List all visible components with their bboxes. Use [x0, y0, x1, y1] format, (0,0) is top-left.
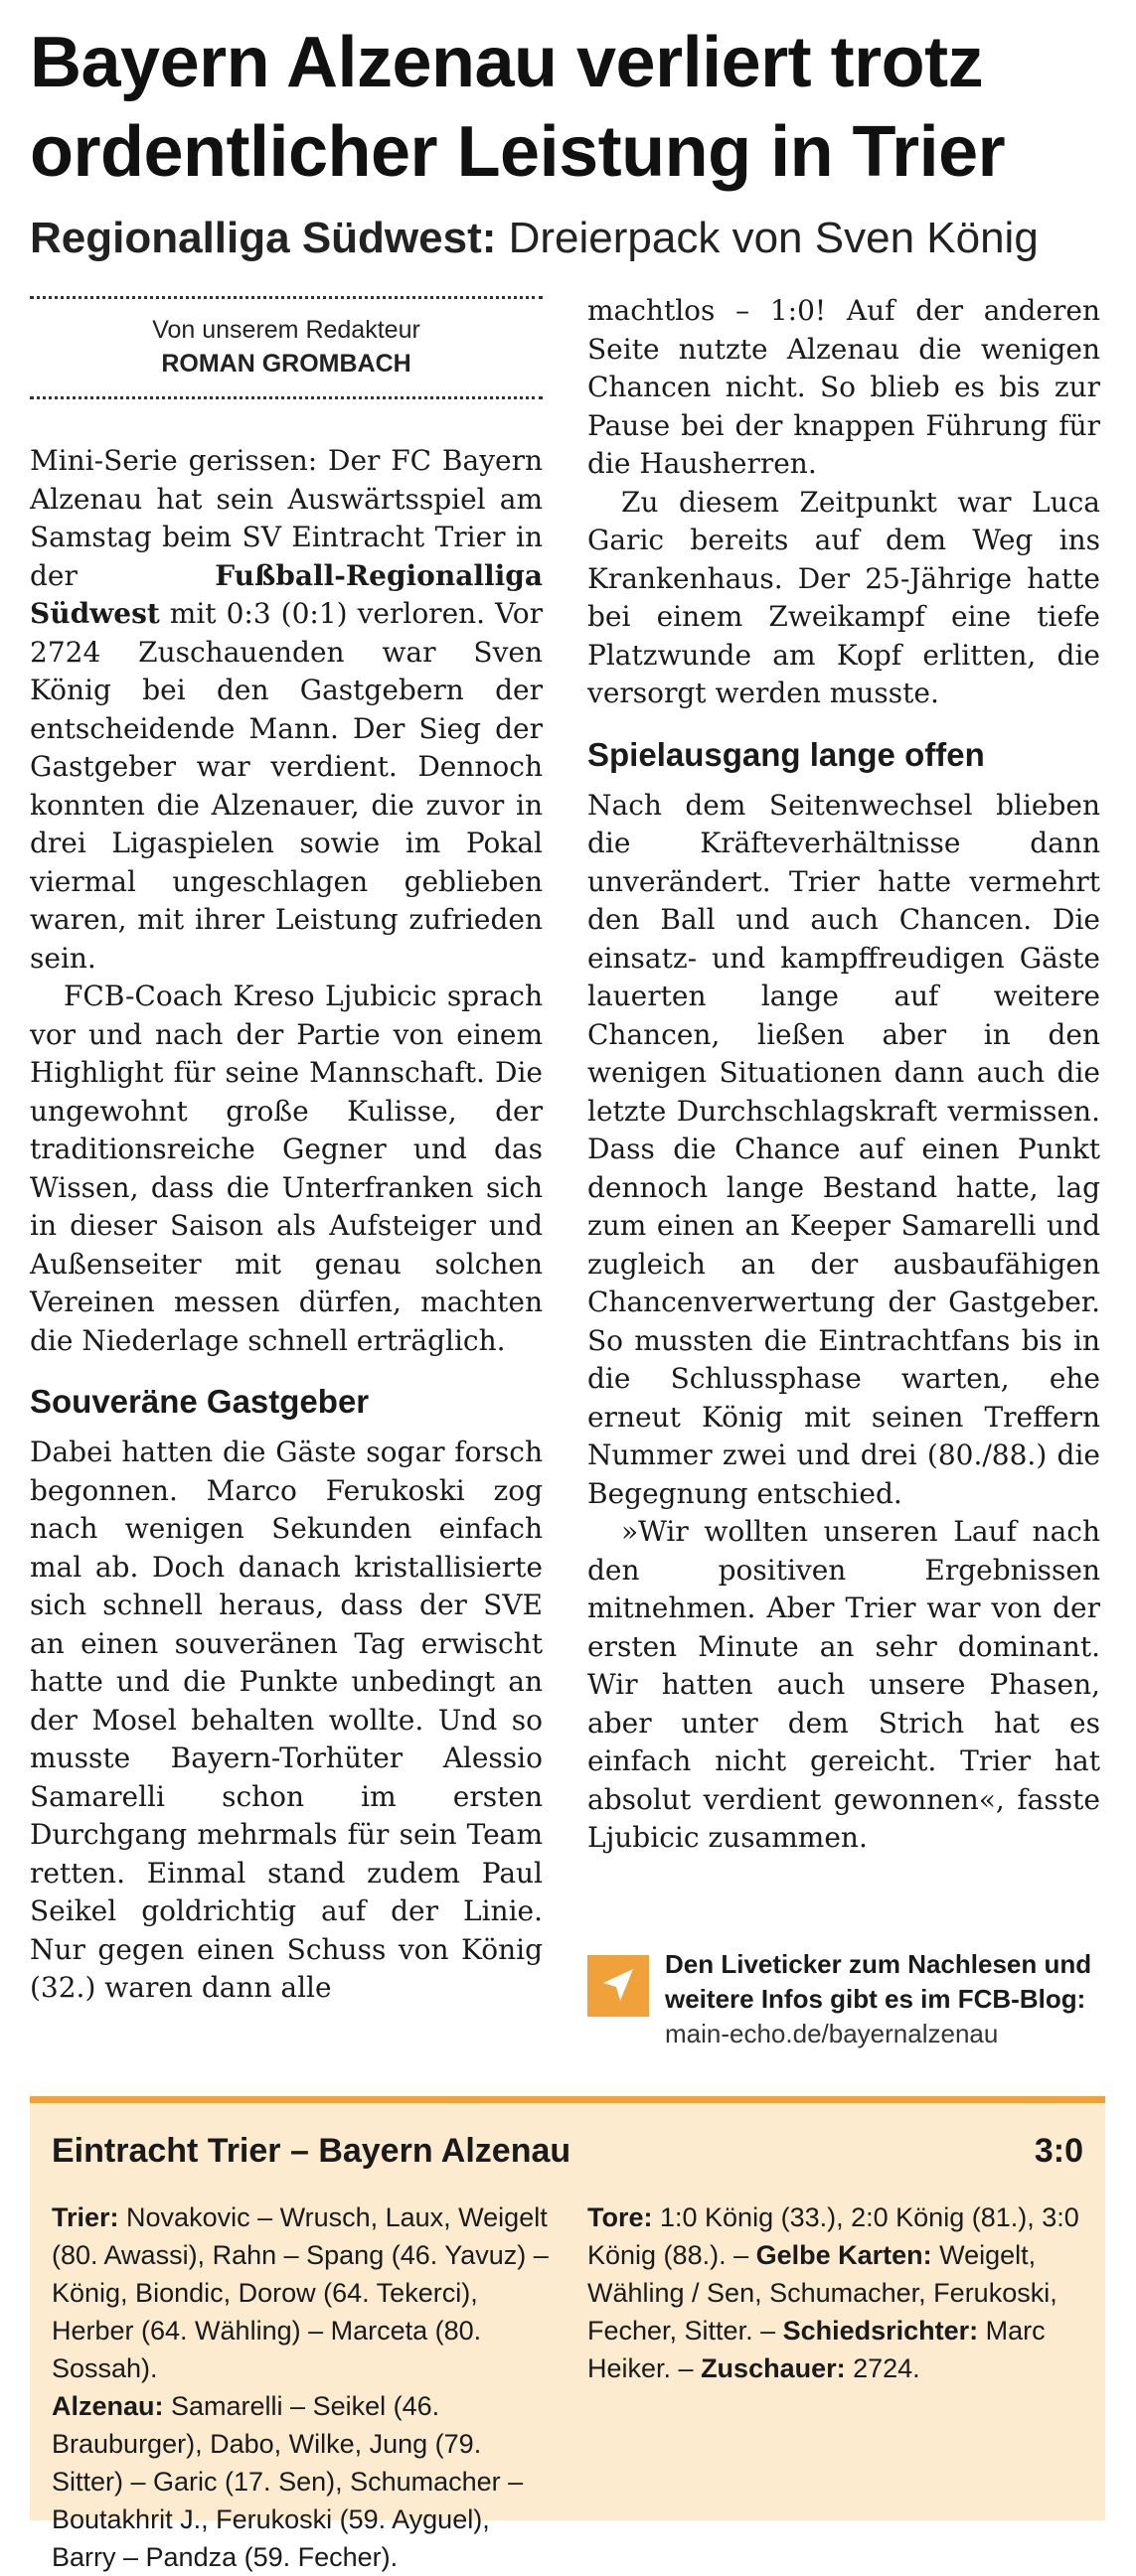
headline: Bayern Alzenau verliert trotz ordentlicher Leistung in Trier [30, 23, 1006, 192]
match-title: Eintracht Trier – Bayern Alzenau [52, 2132, 571, 2170]
paragraph: Nach dem Seitenwechsel blieben die Kräfteverhältnisse dann unverändert. Trier hatte vermehrt den Ball und auch Chancen. Die einsatz- und kampffreudigen Gäste lauerten lange auf weitere Chancen, ließen aber in den wenigen Situationen dann auch die letzte Durchschlagskraft vermissen. Dass die Chance auf einen Punkt dennoch lange Bestand hatte, lag zum einen an Keeper Samarelli und zugleich an der ausbaufähigen Chancenverwertung der Gastgeber. So mussten die Eintrachtfans bis in die Schlussphase warten, ehe erneut König mit seinen Treffern Nummer zwei und drei (80./88.) die Begegnung entschied. [587, 788, 1100, 1510]
match-info-box [30, 2096, 1105, 2572]
article-column-2 [587, 292, 1100, 1858]
byline-intro: Von unserem Redakteur [152, 316, 420, 344]
cards-text: Weigelt, Wähling / Sen, Schumacher, Ferukoski, Fecher, Sitter. – [587, 2240, 1057, 2346]
paragraph: Dabei hatten die Gäste sogar forsch begonnen. Marco Ferukoski zog nach wenigen Sekunden einfach mal ab. Doch danach kristallisierte sich schnell heraus, dass der SVE an einen souveränen Tag erwischt hatte und die Punkte unbedingt an der Mosel behalten wollte. Und so musste Bayern-Torhüter Alessio Samarelli schon im ersten Durchgang mehrmals für sein Team retten. Einmal stand zudem Paul Seikel goldrichtig auf der Linie. Nur gegen einen Schuss von König (32.) waren dann alle [30, 1436, 543, 2004]
goals-label: Tore: [587, 2202, 653, 2232]
byline-author: ROMAN GROMBACH [161, 350, 411, 378]
goals-text: 1:0 König (33.), 2:0 König (81.), 3:0 König (88.). – [587, 2202, 1079, 2270]
cards-label: Gelbe Karten: [755, 2240, 932, 2270]
blog-teaser[interactable] [587, 1947, 1104, 2051]
section-heading: Souveräne Gastgeber [30, 1383, 370, 1420]
subheadline [30, 211, 1113, 266]
paragraph [30, 442, 543, 978]
byline [30, 296, 543, 399]
blog-headline: Den Liveticker zum Nachlesen und weitere Infos gibt es im FCB-Blog: [665, 1949, 1092, 2014]
paragraph-text: mit 0:3 (0:1) verloren. Vor 2724 Zuschauenden war Sven König bei den Gastgebern der entscheidende Mann. Der Sieg der Gastgeber war verdient. Dennoch konnten die Alzenauer, die zuvor in drei Ligaspielen sowie im Pokal viermal ungeschlagen geblieben waren, mit ihrer Leistung zufrieden sein. [30, 597, 543, 975]
paragraph-text: Mini-Serie gerissen: Der FC Bayern Alzenau hat sein Auswärtsspiel am Samstag beim SV Eintracht Trier in der [30, 444, 543, 592]
section-heading: Spielausgang lange offen [587, 735, 985, 773]
referee-label: Schiedsrichter: [782, 2316, 979, 2346]
league-emphasis: Fußball-Regionalliga Südwest [30, 558, 543, 630]
team-label: Alzenau: [52, 2391, 164, 2421]
blog-link[interactable]: main-echo.de/bayernalzenau [665, 2019, 999, 2048]
paragraph: FCB-Coach Kreso Ljubicic sprach vor und nach der Partie von einem Highlight für seine Mannschaft. Die ungewohnt große Kulisse, der traditionsreiche Gegner und das Wissen, dass die Unterfranken sich in dieser Saison als Aufsteiger und Außenseiter mit genau solchen Vereinen messen dürfen, machten die Niederlage schnell erträglich. [30, 980, 543, 1357]
subhead-league: Regionalliga Südwest: [30, 214, 497, 262]
subhead-text: Dreierpack von Sven König [496, 214, 1039, 262]
paragraph: »Wir wollten unseren Lauf nach den positiven Ergebnissen mitnehmen. Aber Trier war von der ersten Minute an sehr dominant. Wir hatten auch unsere Phasen, aber unter dem Strich hat es einfach nicht gereicht. Trier hat absolut verdient gewonnen«, fasste Ljubicic zusammen. [587, 1515, 1100, 1854]
lineup-column-2 [587, 2198, 1084, 2387]
cursor-arrow-icon [587, 1955, 649, 2017]
spectators-text: 2724. [845, 2353, 920, 2383]
lineup-trier [52, 2198, 549, 2387]
referee-text: Marc Heiker. – [587, 2316, 1046, 2383]
spectators-label: Zuschauer: [701, 2353, 846, 2383]
lineup-column-1 [52, 2198, 549, 2576]
paragraph: machtlos – 1:0! Auf der anderen Seite nutzte Alzenau die wenigen Chancen nicht. So blieb es bis zur Pause bei der knappen Führung für die Hausherren. [587, 294, 1100, 480]
match-score: 3:0 [1034, 2132, 1083, 2170]
lineup-alzenau [52, 2387, 549, 2576]
lineup-text: Samarelli – Seikel (46. Brauburger), Dabo, Wilke, Jung (79. Sitter) – Garic (17. Sen), Schumacher – Boutakhrit J., Ferukoski (59. Ayguel), Barry – Pandza (59. Fecher). [52, 2391, 524, 2572]
lineup-text: Novakovic – Wrusch, Laux, Weigelt (80. Awassi), Rahn – Spang (46. Yavuz) – König, Biondic, Dorow (64. Tekerci), Herber (64. Wähling) – Marceta (80. Sossah). [52, 2202, 549, 2383]
cursor-arrow-icon [587, 1955, 649, 2017]
article-column-1 [30, 442, 543, 2008]
team-label: Trier: [52, 2202, 119, 2232]
paragraph: Zu diesem Zeitpunkt war Luca Garic bereits auf dem Weg ins Krankenhaus. Der 25-Jährige hatte bei einem Zweikampf eine tiefe Platzwunde am Kopf erlitten, die versorgt werden musste. [587, 485, 1100, 709]
match-stats [587, 2198, 1084, 2387]
blog-text [665, 1947, 1104, 2051]
